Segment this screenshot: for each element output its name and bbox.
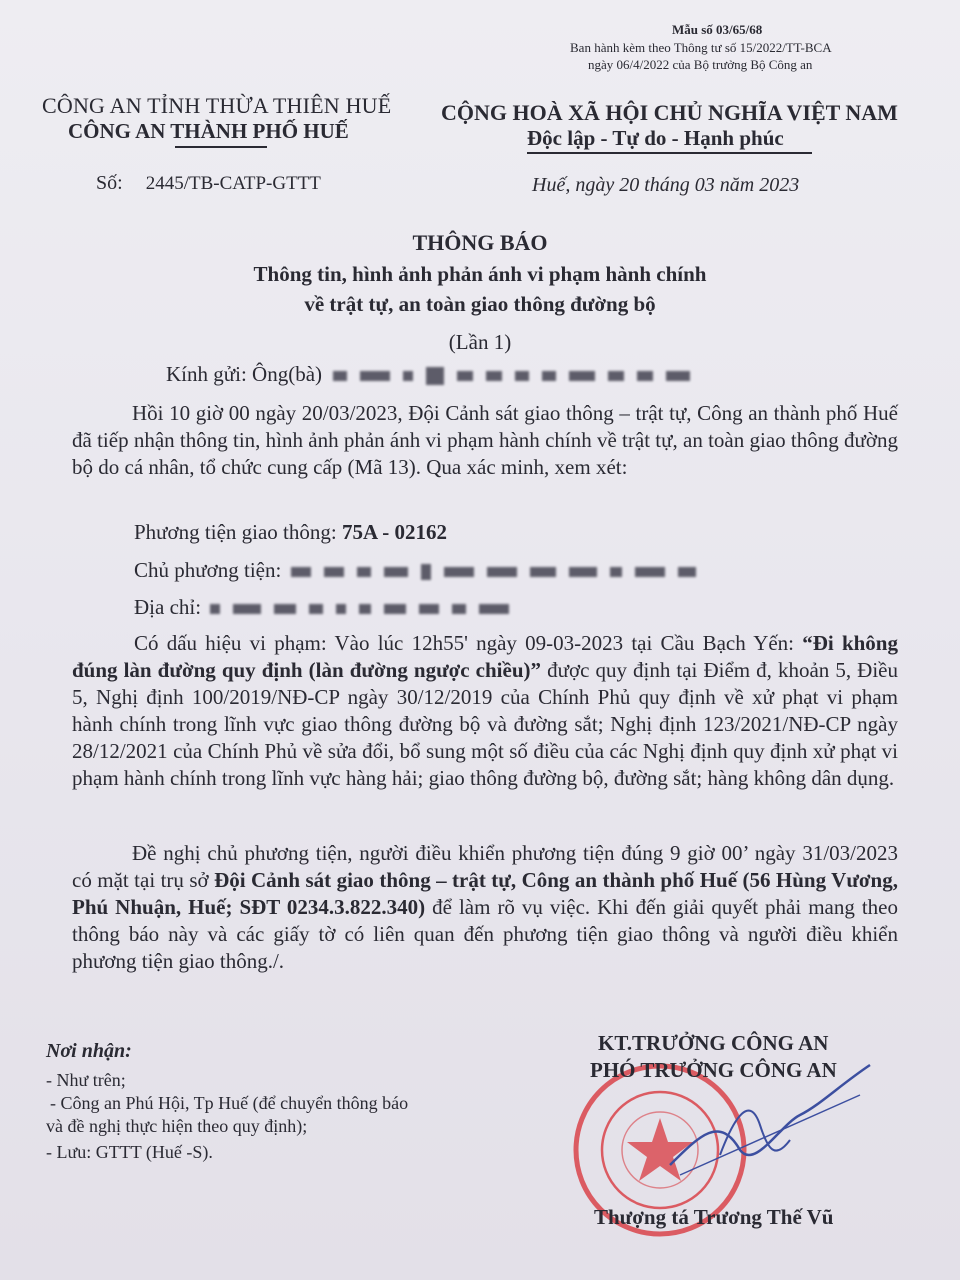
address-label: Địa chỉ: bbox=[134, 595, 202, 619]
redacted-address bbox=[210, 595, 522, 619]
motto-underline bbox=[527, 152, 812, 154]
body-paragraph-2 bbox=[72, 630, 898, 792]
agency-underline bbox=[175, 146, 267, 148]
place-date: Huế, ngày 20 tháng 03 năm 2023 bbox=[532, 174, 800, 196]
agency-parent: CÔNG AN TỈNH THỪA THIÊN HUẾ bbox=[42, 93, 392, 118]
national-motto: Độc lập - Tự do - Hạnh phúc bbox=[527, 126, 784, 150]
document-title: THÔNG BÁO bbox=[412, 230, 548, 255]
address-field bbox=[134, 595, 522, 620]
agency-name: CÔNG AN THÀNH PHỐ HUẾ bbox=[68, 119, 349, 143]
signatory-name: Thượng tá Trương Thế Vũ bbox=[594, 1205, 834, 1229]
salutation bbox=[166, 362, 703, 387]
form-issued-line1: Ban hành kèm theo Thông tư số 15/2022/TT-BCA bbox=[570, 40, 832, 55]
owner-label: Chủ phương tiện: bbox=[134, 558, 282, 582]
summons-instructions: để làm rõ vụ việc. Khi đến giải quyết phải mang theo thông báo này và các giấy tờ có liên quan đến phương tiện giao thông và người điều khiển phương tiện giao thông./. bbox=[72, 895, 899, 973]
violation-description: “Đi không đúng làn đường quy định (làn đường ngược chiều)” bbox=[72, 631, 898, 682]
notice-round: (Lần 1) bbox=[448, 330, 512, 354]
recipient-item: - Công an Phú Hội, Tp Huế (để chuyển thông báo bbox=[50, 1093, 409, 1113]
document-number-label: Số: bbox=[96, 172, 123, 194]
recipient-item: - Như trên; bbox=[46, 1070, 126, 1090]
document-subtitle-line1: Thông tin, hình ảnh phản ánh vi phạm hành chính bbox=[253, 262, 707, 286]
country-name: CỘNG HOÀ XÃ HỘI CHỦ NGHĨA VIỆT NAM bbox=[441, 100, 898, 125]
vehicle-label: Phương tiện giao thông: bbox=[134, 520, 337, 544]
salutation-label: Kính gửi: Ông(bà) bbox=[166, 362, 323, 386]
redacted-owner bbox=[291, 558, 709, 582]
summons-office: Đội Cảnh sát giao thông – trật tự, Công an thành phố Huế (56 Hùng Vương, Phú Nhuận, Huế; SĐT 0234.3.822.340) bbox=[72, 868, 898, 919]
recipient-item: và đề nghị thực hiện theo quy định); bbox=[46, 1116, 308, 1136]
recipients-title: Nơi nhận: bbox=[46, 1040, 132, 1062]
document-number-value: 2445/TB-CATP-GTTT bbox=[145, 173, 321, 194]
owner-field bbox=[134, 558, 709, 583]
redacted-name bbox=[333, 362, 703, 386]
document-subtitle-line2: về trật tự, an toàn giao thông đường bộ bbox=[304, 292, 656, 316]
body-paragraph-1: Hồi 10 giờ 00 ngày 20/03/2023, Đội Cảnh sát giao thông – trật tự, Công an thành phố Huế đã tiếp nhận thông tin, hình ảnh phản ánh vi phạm hành chính về trật tự, an toàn giao thông đường bộ do cá nhân, tổ chức cung cấp (Mã 13). Qua xác minh, xem xét: bbox=[72, 401, 898, 479]
recipient-item: - Lưu: GTTT (Huế -S). bbox=[46, 1142, 213, 1162]
body-paragraph-3 bbox=[72, 840, 898, 975]
signature-title-line1: KT.TRƯỞNG CÔNG AN bbox=[598, 1031, 829, 1055]
form-number: Mẫu số 03/65/68 bbox=[672, 22, 763, 37]
form-issued-line2: ngày 06/4/2022 của Bộ trưởng Bộ Công an bbox=[588, 57, 813, 72]
document-number bbox=[96, 172, 321, 195]
vehicle-plate: 75A - 02162 bbox=[341, 520, 447, 544]
vehicle-field bbox=[134, 520, 447, 545]
signature-title-line2: PHÓ TRƯỞNG CÔNG AN bbox=[590, 1058, 837, 1082]
handwritten-signature bbox=[660, 1055, 880, 1185]
violation-legal-basis: được quy định tại Điểm đ, khoản 5, Điều 5, Nghị định 100/2019/NĐ-CP ngày 30/12/2019 của Chính Phủ quy định về xử phạt vi phạm hành chính trong lĩnh vực giao thông đường bộ và đường sắt; Nghị định 123/2021/NĐ-CP ngày 28/12/2021 của Chính Phủ về sửa đổi, bổ sung một số điều của các Nghị định quy định xử phạt vi phạm hành chính trong lĩnh vực hàng hải; giao thông đường bộ, đường sắt; hàng không dân dụng. bbox=[72, 658, 898, 790]
violation-intro: Có dấu hiệu vi phạm: Vào lúc 12h55' ngày 09-03-2023 tại Cầu Bạch Yến: bbox=[134, 631, 795, 655]
summons-intro: Đề nghị chủ phương tiện, người điều khiển phương tiện đúng 9 giờ 00’ ngày 31/03/2023 có mặt tại trụ sở bbox=[72, 841, 898, 892]
